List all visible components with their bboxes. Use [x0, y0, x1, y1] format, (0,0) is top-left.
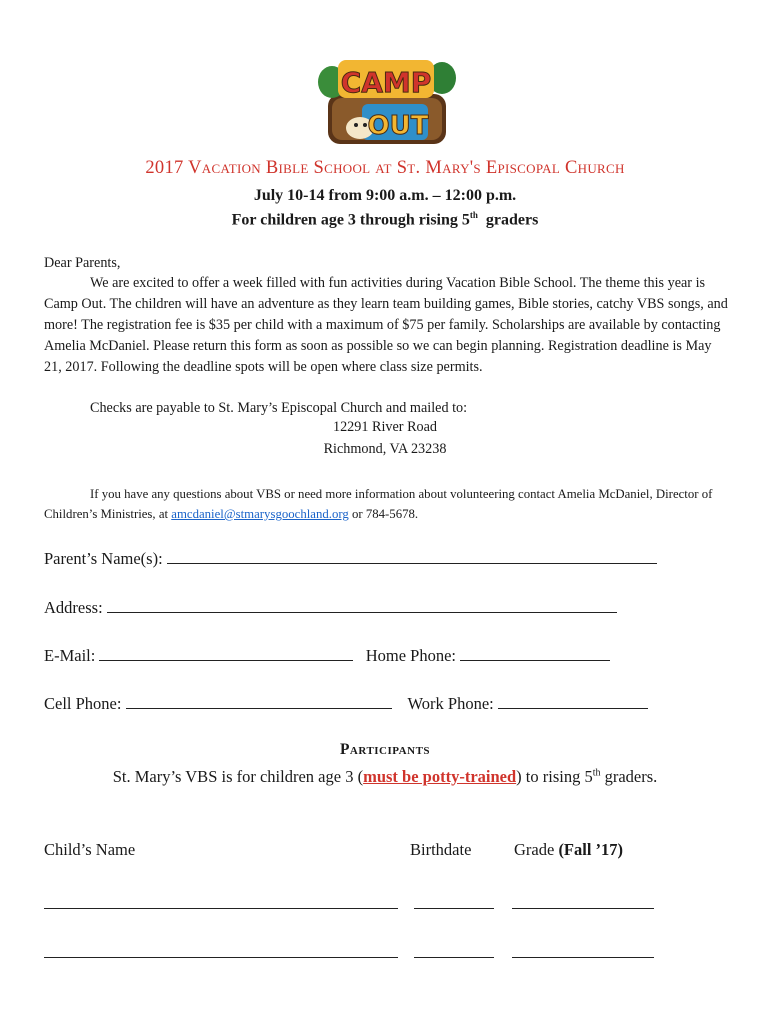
- address-label: Address:: [44, 598, 103, 617]
- event-title: 2017 Vacation Bible School at St. Mary's Episcopal Church: [145, 158, 625, 178]
- address-field[interactable]: [107, 598, 617, 613]
- potty-trained-warning: must be potty-trained: [363, 767, 517, 786]
- salutation: Dear Parents,: [44, 255, 121, 271]
- contact-email-link[interactable]: amcdaniel@stmarysgoochland.org: [171, 507, 349, 521]
- work-phone-label: Work Phone:: [407, 694, 494, 713]
- grade-fall-label: (Fall ’17): [558, 840, 624, 859]
- cell-phone-label: Cell Phone:: [44, 694, 122, 713]
- child-name-column-header: Child’s Name: [44, 840, 136, 859]
- event-ages: [0, 210, 770, 229]
- work-phone-field[interactable]: [498, 694, 648, 709]
- logo-text-camp: CAMP: [340, 66, 432, 99]
- ages-sup: th: [469, 210, 478, 220]
- participants-note: [0, 767, 770, 787]
- note-suffix: graders.: [600, 767, 658, 786]
- child-2-name-field[interactable]: [44, 957, 398, 958]
- email-row: [44, 646, 610, 666]
- letter-paragraph: We are excited to offer a week filled with fun activities during Vacation Bible School. The theme this year is Camp Out. The children will have an adventure as they learn team building games, Bible stories, catchy VBS songs, and more! The registration fee is $35 per child with a maximum of $75 per family. Scholarships are available by contacting Amelia McDaniel. Please return this form as soon as possible so we can begin planning. Registration deadline is May 21, 2017. Following the deadline spots will be open where class size permits.: [44, 275, 728, 375]
- questions-paragraph: [44, 484, 734, 524]
- child-1-name-field[interactable]: [44, 908, 398, 909]
- home-phone-field[interactable]: [460, 646, 610, 661]
- child-2-grade-field[interactable]: [512, 957, 654, 958]
- questions-suffix: or 784-5678.: [348, 507, 419, 521]
- ages-suffix: graders: [485, 211, 539, 229]
- email-label: E-Mail:: [44, 646, 96, 665]
- logo-text-out: OUT: [367, 111, 429, 141]
- ages-prefix: For children age 3 through rising 5: [231, 211, 470, 229]
- home-phone-label: Home Phone:: [365, 646, 456, 665]
- checks-payable-line: Checks are payable to St. Mary’s Episcopal Church and mailed to:: [90, 400, 468, 416]
- questions-prefix: If you have any questions about VBS or need more information about volunteering contact Amelia McDaniel, Director of Children’s Ministries, at: [44, 487, 713, 521]
- parent-name-field[interactable]: [167, 549, 657, 564]
- address-row: [44, 598, 617, 618]
- birthdate-column-header: Birthdate: [410, 840, 472, 859]
- child-1-birthdate-field[interactable]: [414, 908, 494, 909]
- note-middle: ) to rising 5: [516, 767, 593, 786]
- mailing-address-line2: Richmond, VA 23238: [323, 441, 447, 457]
- child-2-birthdate-field[interactable]: [414, 957, 494, 958]
- camp-out-logo: [310, 48, 460, 158]
- parent-name-label: Parent’s Name(s):: [44, 549, 163, 568]
- participants-heading: Participants: [339, 741, 431, 758]
- grade-label: Grade: [514, 840, 559, 859]
- note-prefix: St. Mary’s VBS is for children age 3 (: [112, 767, 364, 786]
- cell-phone-field[interactable]: [126, 694, 392, 709]
- event-dates: July 10-14 from 9:00 a.m. – 12:00 p.m.: [253, 187, 517, 204]
- cell-phone-row: [44, 694, 648, 714]
- grade-column-header: [514, 840, 623, 860]
- child-1-grade-field[interactable]: [512, 908, 654, 909]
- mailing-address-line1: 12291 River Road: [332, 419, 438, 435]
- email-field[interactable]: [99, 646, 353, 661]
- parent-name-row: [44, 549, 657, 569]
- note-sup: th: [592, 767, 601, 779]
